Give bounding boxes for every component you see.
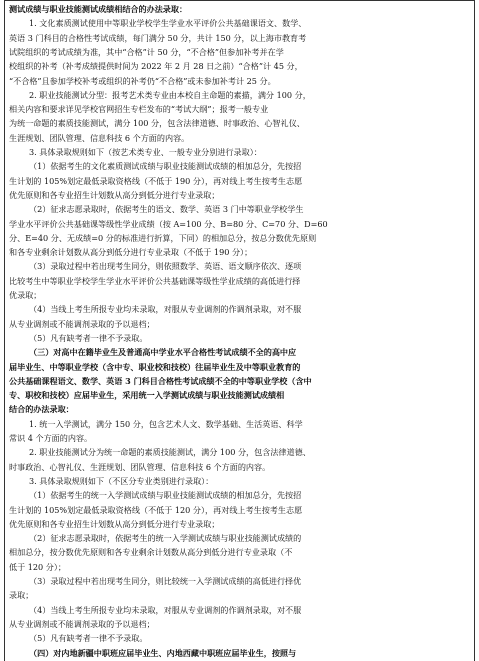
body-text-line: 优录取； <box>9 290 42 300</box>
body-text-line: 生计划的 105%划定最低录取资格线（不低于 190 分），再对线上考生按考生志愿 <box>9 175 303 186</box>
body-text-line: （1）依据考生的文化素质测试成绩与职业技能测试成绩的相加总分，先按招 <box>29 161 302 172</box>
body-text-line: （3）录取过程中若出现考生同分，则比较统一入学测试成绩的高低进行择优 <box>29 576 302 586</box>
body-text-line: 分、E=40 分、无成绩=0 分的标准进行折算，下同）的相加总分，按总分数优先原则 <box>9 232 317 243</box>
body-text-line: 1. 统一入学测试，满分 150 分，包含艺术人文、数学基础、生活英语、科学 <box>29 418 303 429</box>
document-page <box>4 0 475 661</box>
body-text-line: 英语 3 门科目的合格性考试成绩，每门满分 50 分，共计 150 分，以上海市教育考 <box>9 32 307 43</box>
body-text-line: （2）征求志愿录取时，依据考生的统一入学测试成绩与职业技能测试成绩的 <box>29 533 302 544</box>
section-heading-line: （四）对内地新疆中职班应届毕业生、内地西藏中职班应届毕业生，按照与 <box>29 647 297 658</box>
body-text-line: 3. 具体录取规则如下（不区分专业类别进行录取）： <box>29 475 214 486</box>
policy-text-cell <box>5 1 474 661</box>
section-heading-line: 测试成绩与职业技能测试成绩相结合的办法录取： <box>9 4 188 14</box>
body-text-line: 生计划的 105%划定最低录取资格线（不低于 120 分），再对线上考生按考生志愿 <box>9 504 303 515</box>
body-text-line: 常识 4 个方面的内容。 <box>9 433 93 443</box>
body-text-line: （4）当线上考生所报专业均未录取，对服从专业调剂的作调剂录取，对不服 <box>29 304 302 315</box>
body-text-line: 相关内容和要求详见学校官网招生专栏发布的“考试大纲”；报考一般专业 <box>9 104 269 115</box>
body-text-line: “不合格”且参加学校补考或组织的补考仍“不合格”或未参加补考计 25 分。 <box>9 75 276 86</box>
body-text-line: 相加总分，按分数优先原则和各专业剩余计划数从高分到低分进行专业录取（不 <box>9 547 293 558</box>
body-text-line: 2. 职业技能测试分型：报考艺术类专业由本校自主命题的素描，满分 100 分， <box>29 89 311 100</box>
section-heading-line: （三）对高中在籍毕业生及普通高中学业水平合格性考试成绩不全的高中应 <box>29 347 297 358</box>
body-text-line: 优先原则和各专业招生计划数从高分到低分进行专业录取； <box>9 189 220 200</box>
body-text-line: 2. 职业技能测试分为统一命题的素质技能测试，满分 100 分，包含法律道德、 <box>29 447 311 458</box>
body-text-line: （2）征求志愿录取时，依据考生的语文、数学、英语 3 门中等职业学校学生 <box>29 204 304 215</box>
body-text-line: 优先原则和各专业招生计划数从高分到低分进行专业录取； <box>9 518 220 529</box>
section-heading-line: 届毕业生、中等职业学校（含中专、职业校和技校）往届毕业生及中等职业教育的 <box>9 361 301 372</box>
body-text-line: （4）当线上考生所报专业均未录取，对服从专业调剂的作调剂录取，对不服 <box>29 604 302 615</box>
body-text-line: 1. 文化素质测试使用中等职业学校学生学业水平评价公共基础课语文、数学、 <box>29 18 307 29</box>
section-heading-line: 专、职校和技校）应届毕业生，采用统一入学测试成绩与职业技能测试成绩相 <box>9 390 285 401</box>
body-text-line: 生涯规划、团队管理、信息科技 6 个方面的内容。 <box>9 132 190 143</box>
body-text-line: 3. 具体录取规则如下（按艺术类专业、一般专业分别进行录取）： <box>29 147 262 157</box>
body-text-line: 试院组织的考试成绩为准，其中“合格”计 50 分，“不合格”但参加补考并在学 <box>9 46 284 57</box>
body-text-line: 学业水平评价公共基础课等级性学业成绩（按 A=100 分、B=80 分、C=70 分、D=60 <box>9 218 328 229</box>
body-text-line: （5）凡有缺考者一律不予录取。 <box>29 332 148 343</box>
section-heading-line: 结合的办法录取： <box>9 404 74 415</box>
body-text-line: 为统一命题的素质技能测试，满分 100 分，包含法律道德、时事政治、心智礼仪、 <box>9 118 305 129</box>
body-text-line: （5）凡有缺考者一律不予录取。 <box>29 633 148 644</box>
body-text-line: 从专业调剂或不能调剂录取的予以退档； <box>9 318 155 329</box>
body-text-line: （3）录取过程中若出现考生同分，则依照数学、英语、语文顺序依次、逐项 <box>29 261 302 272</box>
section-heading-line: 公共基础课程语文、数学、英语 3 门科目合格性考试成绩不全的中等职业学校（含中 <box>9 375 312 386</box>
body-text-line: 时事政治、心智礼仪、生涯规划、团队管理、信息科技 6 个方面的内容。 <box>9 461 271 472</box>
body-text-line: 和各专业剩余计划数从高分到低分进行专业录取（不低于 190 分）； <box>9 247 253 258</box>
body-text-line: 录取； <box>9 590 34 601</box>
body-text-line: 比较考生中等职业学校学生学业水平评价公共基础课等级性学业成绩的高低进行择 <box>9 275 301 286</box>
body-text-line: （1）依据考生的统一入学测试成绩与职业技能测试成绩的相加总分，先按招 <box>29 490 302 501</box>
body-text-line: 从专业调剂或不能调剂录取的予以退档； <box>9 618 155 629</box>
body-text-line: 校组织的补考（补考成绩提供时间为 2022 年 2 月 28 日之前）“合格”计 45 分， <box>9 61 303 72</box>
body-text-line: 低于 120 分）； <box>9 561 67 572</box>
